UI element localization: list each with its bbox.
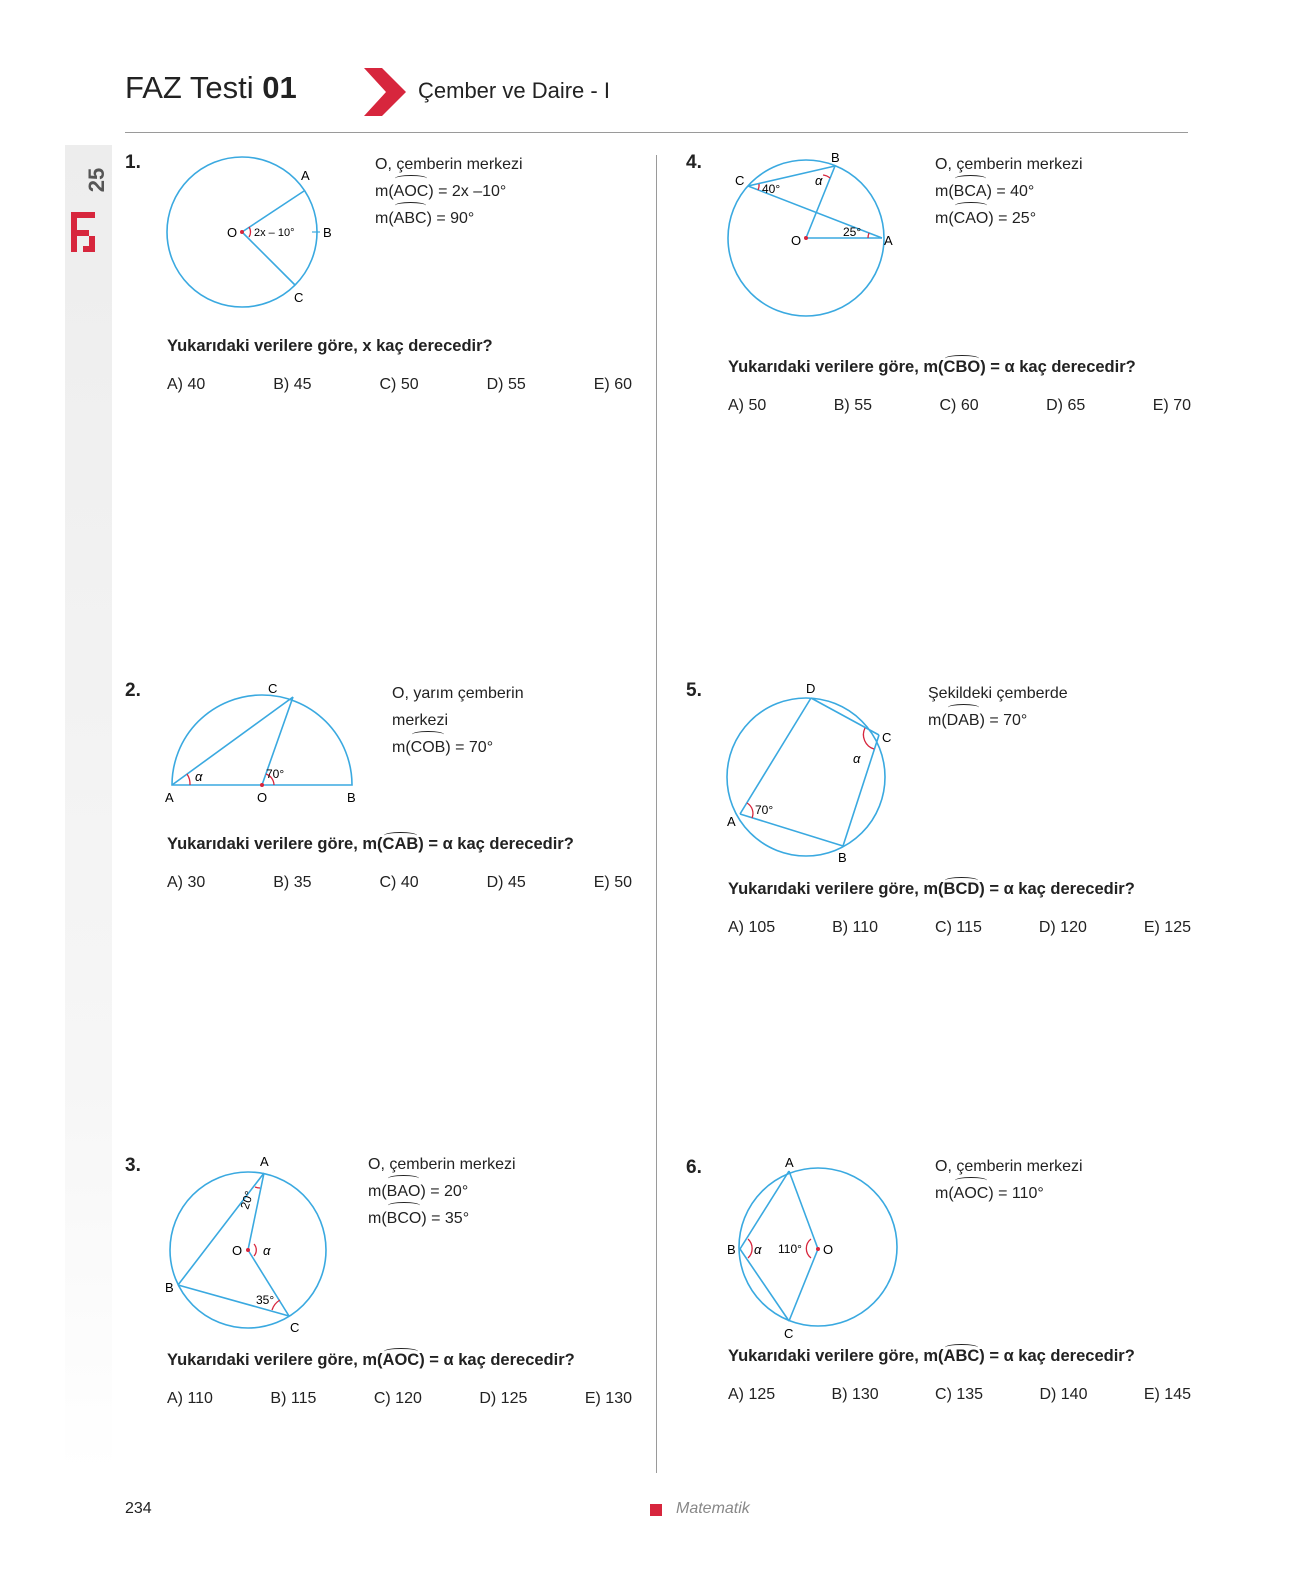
answer-option: A) 50 — [728, 397, 767, 414]
answer-option: C) 50 — [379, 376, 419, 393]
point-label: B — [323, 225, 332, 240]
answer-options — [167, 376, 632, 394]
arc-notation: BCO — [387, 1205, 422, 1232]
answer-option: E) 145 — [1143, 1386, 1191, 1403]
answer-option: E) 60 — [593, 376, 632, 393]
question-text — [167, 835, 574, 854]
figure-circle-3 — [160, 1150, 340, 1340]
question-suffix: ) = α kaç derecedir? — [980, 358, 1136, 376]
answer-option: E) 125 — [1143, 919, 1191, 936]
given-suffix: ) = 40° — [986, 183, 1035, 200]
arc-notation: AOC — [382, 1351, 420, 1369]
arc-notation: DAB — [947, 707, 980, 734]
question-prefix: Yukarıdaki verilere göre, m( — [167, 1351, 383, 1369]
alpha-label: α — [754, 1242, 762, 1257]
page-number: 234 — [125, 1500, 152, 1517]
point-label: A — [165, 790, 174, 805]
answer-option: D) 65 — [1046, 397, 1086, 414]
answer-option: B) 110 — [832, 919, 879, 936]
answer-option: E) 50 — [593, 874, 632, 891]
alpha-label: α — [853, 751, 861, 766]
answer-option: B) 55 — [833, 397, 872, 414]
alpha-label: α — [263, 1243, 271, 1258]
given-line — [935, 178, 1083, 205]
given-suffix: ) = 35° — [421, 1210, 470, 1227]
given-info — [935, 151, 1083, 232]
point-label: C — [882, 730, 892, 745]
point-label: O — [257, 790, 268, 805]
answer-options — [167, 1390, 632, 1408]
arc-notation: CAO — [954, 205, 989, 232]
arc-notation: AOC — [394, 178, 429, 205]
answer-options — [728, 1386, 1191, 1404]
answer-option: A) 125 — [728, 1386, 776, 1403]
given-prefix: m( — [375, 210, 394, 227]
given-line — [392, 734, 524, 761]
given-line — [375, 205, 523, 232]
point-label: B — [727, 1242, 736, 1257]
answer-option: C) 60 — [939, 397, 979, 414]
given-info — [935, 1153, 1083, 1207]
given-suffix: ) = 25° — [988, 210, 1037, 227]
given-line: O, çemberin merkezi — [368, 1156, 516, 1173]
answer-option: D) 45 — [486, 874, 526, 891]
arc-notation: COB — [411, 734, 446, 761]
question-number: 5. — [686, 680, 702, 701]
given-prefix: m( — [935, 210, 954, 227]
point-label: A — [884, 233, 893, 248]
question-prefix: Yukarıdaki verilere göre, m( — [167, 835, 383, 853]
answer-option: C) 115 — [935, 919, 982, 936]
alpha-label: α — [815, 173, 823, 188]
given-line — [375, 178, 523, 205]
given-line: O, yarım çemberin — [392, 685, 524, 702]
given-suffix: ) = 90° — [426, 210, 475, 227]
question-text: Yukarıdaki verilere göre, x kaç derecedir? — [167, 337, 493, 355]
column-divider — [656, 155, 657, 1473]
point-label: A — [727, 814, 736, 829]
question-text — [728, 358, 1136, 377]
subject-marker — [650, 1504, 662, 1516]
arc-notation: BAO — [387, 1178, 421, 1205]
given-suffix: ) = 20° — [420, 1183, 469, 1200]
title-prefix: FAZ Testi — [125, 70, 254, 105]
point-label: C — [784, 1326, 794, 1341]
answer-option: A) 105 — [728, 919, 776, 936]
arc-notation: BCA — [954, 178, 987, 205]
answer-options — [728, 397, 1191, 415]
point-label: A — [301, 168, 310, 183]
given-prefix: m( — [935, 1185, 954, 1202]
question-number: 3. — [125, 1155, 141, 1176]
chevron-right-icon — [364, 68, 410, 116]
question-suffix: ) = α kaç derecedir? — [419, 1351, 575, 1369]
point-label: C — [294, 290, 304, 305]
point-label: O — [232, 1243, 243, 1258]
given-prefix: m( — [368, 1210, 387, 1227]
given-suffix: ) = 2x –10° — [428, 183, 507, 200]
question-suffix: ) = α kaç derecedir? — [979, 880, 1135, 898]
given-info — [928, 680, 1068, 734]
answer-options — [728, 919, 1191, 937]
point-label: O — [791, 233, 802, 248]
answer-option: D) 120 — [1038, 919, 1087, 936]
angle-label: 2x – 10° — [254, 227, 295, 239]
question-prefix: Yukarıdaki verilere göre, m( — [728, 1347, 944, 1365]
answer-option: C) 135 — [935, 1386, 984, 1403]
answer-option: D) 140 — [1039, 1386, 1088, 1403]
point-label: A — [785, 1155, 794, 1170]
point-label: A — [260, 1154, 269, 1169]
point-label: B — [165, 1280, 174, 1295]
arc-notation: ABC — [394, 205, 427, 232]
figure-circle-5 — [718, 678, 908, 868]
faz-logo — [69, 210, 99, 254]
given-line — [368, 1178, 516, 1205]
point-label: C — [290, 1320, 300, 1335]
arc-notation: ABC — [943, 1347, 980, 1365]
question-number: 1. — [125, 152, 141, 173]
arc-notation: AOC — [954, 1180, 989, 1207]
question-text — [167, 1351, 575, 1370]
given-line — [928, 707, 1068, 734]
given-prefix: m( — [928, 712, 947, 729]
answer-option: A) 30 — [167, 874, 206, 891]
figure-circle-4 — [718, 148, 908, 328]
answer-option: E) 70 — [1152, 397, 1191, 414]
angle-label: 110° — [778, 1242, 802, 1256]
given-line: Şekildeki çemberde — [928, 685, 1068, 702]
answer-option: E) 130 — [584, 1390, 632, 1407]
given-line — [935, 205, 1083, 232]
figure-circle-1 — [160, 150, 340, 320]
question-number: 6. — [686, 1157, 702, 1178]
question-text — [728, 1347, 1135, 1366]
answer-option: B) 130 — [831, 1386, 879, 1403]
given-info — [392, 680, 524, 761]
question-suffix: ) = α kaç derecedir? — [418, 835, 574, 853]
given-line: O, çemberin merkezi — [375, 156, 523, 173]
point-label: B — [347, 790, 356, 805]
arc-notation: CBO — [943, 358, 981, 376]
subject-name: Matematik — [676, 1500, 750, 1517]
point-label: C — [268, 681, 278, 696]
question-suffix: ) = α kaç derecedir? — [979, 1347, 1135, 1365]
answer-options — [167, 874, 632, 892]
given-info — [375, 151, 523, 232]
question-number: 4. — [686, 152, 702, 173]
point-label: C — [735, 173, 745, 188]
given-prefix: m( — [935, 183, 954, 200]
given-line — [935, 1180, 1083, 1207]
answer-option: C) 120 — [373, 1390, 422, 1407]
answer-option: B) 45 — [273, 376, 312, 393]
given-suffix: ) = 110° — [988, 1185, 1044, 1202]
given-line: O, çemberin merkezi — [935, 1158, 1083, 1175]
sidebar-strip — [65, 145, 112, 1475]
question-prefix: Yukarıdaki verilere göre, m( — [728, 358, 944, 376]
point-label: D — [806, 681, 816, 696]
answer-option: B) 115 — [270, 1390, 317, 1407]
question-text — [728, 880, 1135, 899]
figure-semicircle-2 — [160, 680, 360, 810]
given-suffix: ) = 70° — [979, 712, 1028, 729]
sidebar-number — [65, 155, 112, 205]
angle-label: 35° — [256, 1293, 275, 1307]
point-label: B — [831, 150, 840, 165]
given-info — [368, 1151, 516, 1232]
given-line: O, çemberin merkezi — [935, 156, 1083, 173]
given-prefix: m( — [375, 183, 394, 200]
question-prefix: Yukarıdaki verilere göre, m( — [728, 880, 944, 898]
given-line — [368, 1205, 516, 1232]
answer-option: D) 125 — [479, 1390, 528, 1407]
given-prefix: m( — [392, 739, 411, 756]
angle-label: 20° — [237, 1189, 257, 1211]
alpha-label: α — [195, 769, 203, 784]
answer-option: D) 55 — [486, 376, 526, 393]
angle-label: 70° — [266, 767, 285, 781]
header-divider — [125, 132, 1188, 133]
given-line: merkezi — [392, 712, 449, 729]
given-prefix: m( — [368, 1183, 387, 1200]
section-subtitle: Çember ve Daire - I — [418, 78, 610, 103]
page-title — [125, 70, 297, 106]
sidebar-number-text: 25 — [83, 167, 109, 193]
angle-label: 40° — [762, 182, 781, 196]
arc-notation: BCD — [943, 880, 980, 898]
given-suffix: ) = 70° — [445, 739, 494, 756]
point-label: O — [823, 1242, 834, 1257]
answer-option: B) 35 — [273, 874, 312, 891]
angle-label: 70° — [755, 803, 774, 817]
angle-label: 25° — [843, 225, 862, 239]
title-number: 01 — [262, 70, 297, 105]
arc-notation: CAB — [382, 835, 419, 853]
answer-option: A) 110 — [167, 1390, 213, 1407]
point-label: B — [838, 850, 847, 865]
answer-option: C) 40 — [379, 874, 419, 891]
figure-circle-6 — [718, 1155, 908, 1345]
answer-option: A) 40 — [167, 376, 206, 393]
point-label: O — [227, 225, 238, 240]
question-number: 2. — [125, 680, 141, 701]
